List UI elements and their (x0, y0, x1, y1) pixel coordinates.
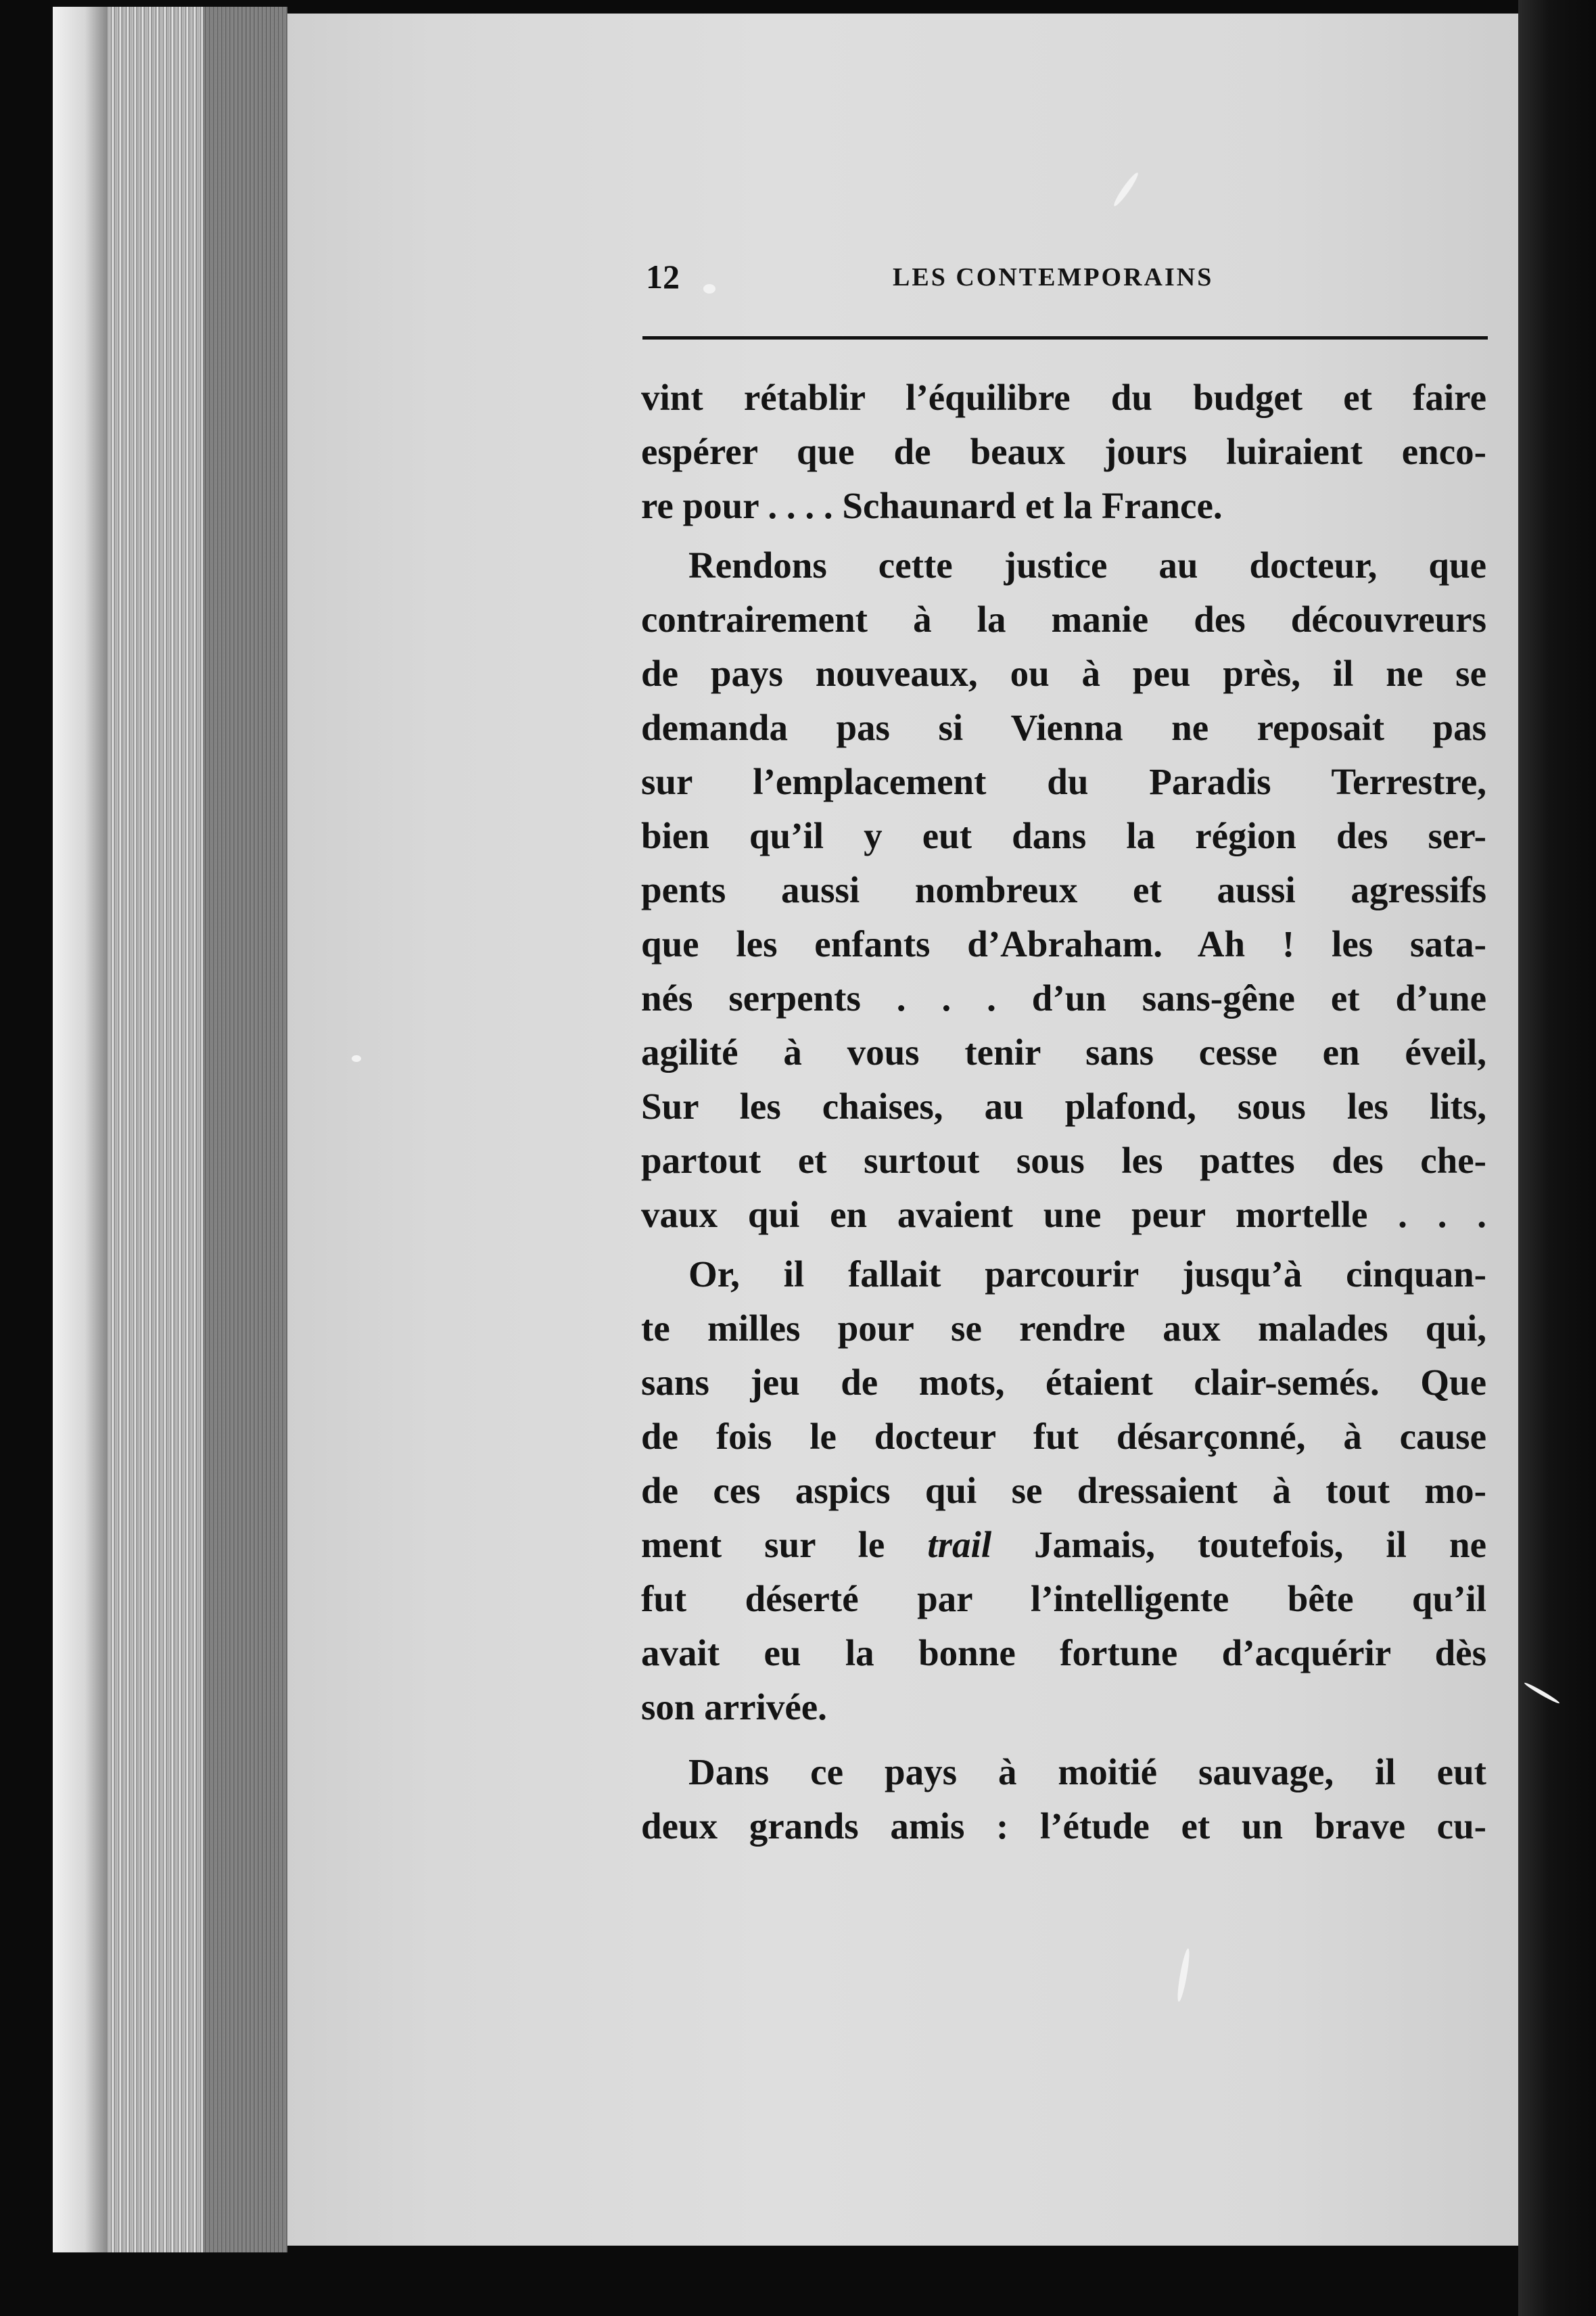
scan-speck (352, 1055, 361, 1062)
text-line: que les enfants d’Abraham. Ah ! les sata- (641, 923, 1486, 965)
text-line: re pour . . . . Schaunard et la France. (641, 485, 1223, 526)
text-line: de fois le docteur fut désarçonné, à cause (641, 1416, 1486, 1457)
text-line: pents aussi nombreux et aussi agressifs (641, 869, 1486, 910)
page-gutter (203, 7, 287, 2252)
text-line: agilité à vous tenir sans cesse en éveil, (641, 1032, 1486, 1073)
italic-word: trail (927, 1524, 992, 1565)
text-line: fut déserté par l’intelligente bête qu’il (641, 1578, 1486, 1619)
text-line: espérer que de beaux jours luiraient enco- (641, 431, 1486, 472)
text-line: bien qu’il y eut dans la région des ser- (641, 815, 1486, 856)
text-line: Rendons cette justice au docteur, que (688, 545, 1486, 586)
text-line: vint rétablir l’équilibre du budget et faire (641, 377, 1486, 418)
text-line: de pays nouveaux, ou à peu près, il ne se (641, 653, 1486, 694)
text-line: demanda pas si Vienna ne reposait pas (641, 707, 1486, 748)
text-line: de ces aspics qui se dressaient à tout mo- (641, 1470, 1486, 1511)
text-line: vaux qui en avaient une peur mortelle . . . (641, 1194, 1486, 1235)
text-line: avait eu la bonne fortune d’acquérir dès (641, 1632, 1486, 1673)
text-line: sur l’emplacement du Paradis Terrestre, (641, 761, 1486, 802)
page-number: 12 (646, 258, 680, 296)
text-line: sans jeu de mots, étaient clair-semés. Que (641, 1362, 1486, 1403)
text-line: partout et surtout sous les pattes des che- (641, 1140, 1486, 1181)
text-line: Or, il fallait parcourir jusqu’à cinquan- (688, 1253, 1486, 1295)
body-text (641, 371, 1486, 1853)
header-rule (642, 336, 1488, 340)
text-line: Dans ce pays à moitié sauvage, il eut (688, 1751, 1486, 1792)
text-line: Sur les chaises, au plafond, sous les lits, (641, 1086, 1486, 1127)
text-line: son arrivée. (641, 1686, 827, 1728)
text-fragment: ment sur le (641, 1524, 885, 1565)
text-line: contrairement à la manie des découvreurs (641, 599, 1486, 640)
text-line: te milles pour se rendre aux malades qui, (641, 1307, 1486, 1349)
page-edge-highlight (53, 7, 107, 2252)
text-line: nés serpents . . . d’un sans-gêne et d’une (641, 977, 1486, 1019)
running-head (646, 257, 1484, 298)
text-line: deux grands amis : l’étude et un brave cu- (641, 1805, 1486, 1847)
text-fragment: Jamais, toutefois, il ne (1034, 1524, 1486, 1565)
text-line-mixed (641, 1518, 1486, 1572)
running-head-title: LES CONTEMPORAINS (893, 263, 1214, 292)
scan-right-shadow (1518, 0, 1596, 2316)
